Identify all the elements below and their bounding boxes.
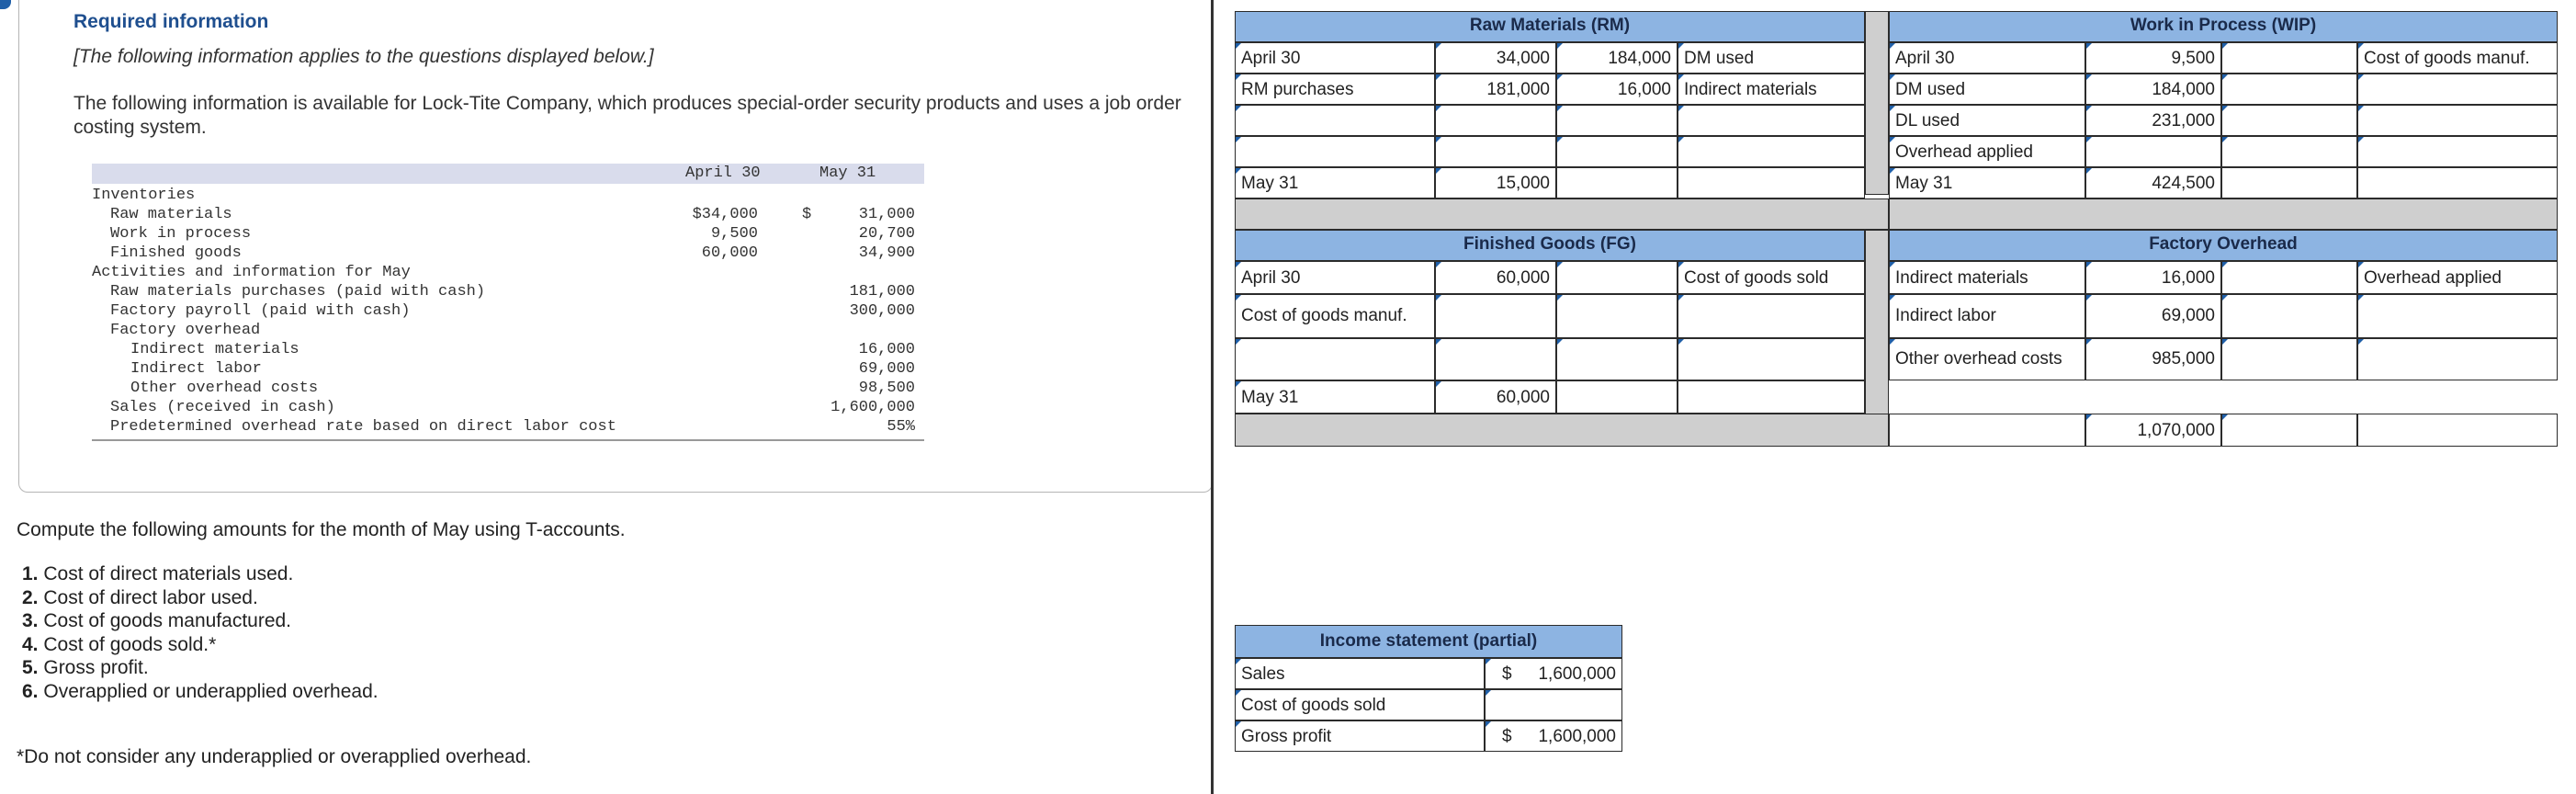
income-amount-input[interactable] <box>1485 689 1622 720</box>
income-label-input[interactable]: Sales <box>1235 658 1485 689</box>
fg-ending-amount-input[interactable]: 60,000 <box>1435 380 1556 414</box>
question-item: 1. Cost of direct materials used. <box>22 563 294 584</box>
oh-debit-label-input[interactable]: Indirect labor <box>1889 294 2085 338</box>
rm-debit-label-input[interactable]: RM purchases <box>1235 74 1435 105</box>
oh-total-amount-input[interactable]: 1,070,000 <box>2085 414 2221 447</box>
wip-debit-label-input[interactable]: DM used <box>1889 74 2085 105</box>
data-row-label: Predetermined overhead rate based on direct labor cost <box>110 418 616 436</box>
rm-debit-amount-input[interactable] <box>1435 105 1556 136</box>
data-row-label: Indirect materials <box>130 341 299 358</box>
data-row-may-value: 98,500 <box>858 380 915 397</box>
data-table-underline <box>92 439 924 441</box>
fg-credit-label-input[interactable] <box>1678 294 1865 338</box>
data-row-label: Factory payroll (paid with cash) <box>110 302 411 320</box>
income-header: Income statement (partial) <box>1235 625 1622 658</box>
panel-divider <box>1211 0 1214 794</box>
intro-text: The following information is available for Lock-Tite Company, which produces special-order security products and uses a job order costing system. <box>73 93 1181 138</box>
rm-debit-amount-input[interactable] <box>1435 136 1556 167</box>
rm-debit-label-input[interactable] <box>1235 136 1435 167</box>
data-row-label: Inventories <box>92 187 196 204</box>
rm-gray-separator <box>1235 198 1889 230</box>
oh-credit-label-input[interactable] <box>2357 294 2558 338</box>
data-row-may-value: 181,000 <box>849 283 915 301</box>
fg-credit-amount-input[interactable] <box>1556 261 1678 294</box>
oh-blank-cell <box>2357 414 2558 447</box>
rm-debit-amount-input[interactable]: 181,000 <box>1435 74 1556 105</box>
question-item: 5. Gross profit. <box>22 657 149 678</box>
data-row-may-value: 55% <box>887 418 915 436</box>
fg-debit-label-input[interactable]: Cost of goods manuf. <box>1235 294 1435 338</box>
problem-panel <box>0 0 1213 794</box>
question-list <box>22 562 378 703</box>
wip-blank-cell <box>2221 167 2357 198</box>
applies-note: [The following information applies to the questions displayed below.] <box>73 46 654 67</box>
data-row-april-value: 60,000 <box>701 244 758 262</box>
oh-credit-amount-input[interactable] <box>2221 261 2357 294</box>
wip-credit-label-input[interactable]: Cost of goods manuf. <box>2357 42 2558 74</box>
wip-gray-separator <box>1889 198 2558 230</box>
data-row-label: Finished goods <box>110 244 242 262</box>
oh-credit-label-input[interactable] <box>2357 338 2558 380</box>
oh-debit-amount-input[interactable]: 69,000 <box>2085 294 2221 338</box>
oh-debit-label-input[interactable]: Other overhead costs <box>1889 338 2085 380</box>
rm-credit-label-input[interactable]: DM used <box>1678 42 1865 74</box>
rm-blank-cell <box>1556 167 1678 198</box>
col-header-may: May 31 <box>819 164 876 182</box>
income-amount-input[interactable]: $ 1,600,000 <box>1485 720 1622 752</box>
data-row-label: Sales (received in cash) <box>110 399 335 416</box>
required-information-title: Required information <box>73 11 269 32</box>
data-row-label: Activities and information for May <box>92 264 411 281</box>
wip-credit-amount-input[interactable] <box>2221 74 2357 105</box>
wip-ending-amount-input[interactable]: 424,500 <box>2085 167 2221 198</box>
data-row-label: Raw materials purchases (paid with cash) <box>110 283 486 301</box>
fg-blank-cell <box>1556 380 1678 414</box>
wip-credit-amount-input[interactable] <box>2221 105 2357 136</box>
wip-debit-amount-input[interactable] <box>2085 136 2221 167</box>
fg-credit-label-input[interactable] <box>1678 338 1865 380</box>
fg-debit-amount-input[interactable]: 60,000 <box>1435 261 1556 294</box>
data-table-header-band <box>92 164 924 184</box>
oh-credit-total-input[interactable] <box>2221 414 2357 447</box>
compute-prompt: Compute the following amounts for the month of May using T-accounts. <box>17 519 626 540</box>
fg-gray-separator <box>1235 414 1889 447</box>
rm-credit-label-input[interactable]: Indirect materials <box>1678 74 1865 105</box>
fg-debit-amount-input[interactable] <box>1435 338 1556 380</box>
data-row-label: Factory overhead <box>110 322 261 339</box>
data-row-may-value: 69,000 <box>858 360 915 378</box>
rm-credit-amount-input[interactable] <box>1556 105 1678 136</box>
fg-blank-cell <box>1678 380 1865 414</box>
oh-credit-amount-input[interactable] <box>2221 338 2357 380</box>
fg-header: Finished Goods (FG) <box>1235 230 1865 261</box>
rm-credit-amount-input[interactable]: 184,000 <box>1556 42 1678 74</box>
fg-credit-amount-input[interactable] <box>1556 338 1678 380</box>
rm-spacer <box>1865 11 1889 195</box>
fg-debit-label-input[interactable] <box>1235 338 1435 380</box>
footnote: *Do not consider any underapplied or overapplied overhead. <box>17 746 532 767</box>
rm-credit-amount-input[interactable]: 16,000 <box>1556 74 1678 105</box>
wip-debit-label-input[interactable]: Overhead applied <box>1889 136 2085 167</box>
data-row-may-value: 16,000 <box>858 341 915 358</box>
data-row-april-value: 9,500 <box>710 225 758 243</box>
wip-debit-amount-input[interactable]: 231,000 <box>2085 105 2221 136</box>
rm-blank-cell <box>1678 167 1865 198</box>
wip-credit-amount-input[interactable] <box>2221 136 2357 167</box>
data-row-april-value: $34,000 <box>692 206 758 223</box>
data-row-may-value: 20,700 <box>858 225 915 243</box>
rm-credit-label-input[interactable] <box>1678 105 1865 136</box>
rm-header: Raw Materials (RM) <box>1235 11 1865 42</box>
wip-blank-cell <box>2357 167 2558 198</box>
oh-debit-label-input[interactable]: Indirect materials <box>1889 261 2085 294</box>
oh-header: Factory Overhead <box>1889 230 2558 261</box>
col-header-april: April 30 <box>685 164 761 182</box>
question-item: 4. Cost of goods sold.* <box>22 633 217 655</box>
wip-debit-amount-input[interactable]: 9,500 <box>2085 42 2221 74</box>
income-amount-input[interactable]: $ 1,600,000 <box>1485 658 1622 689</box>
fg-credit-label-input[interactable]: Cost of goods sold <box>1678 261 1865 294</box>
wip-credit-label-input[interactable] <box>2357 105 2558 136</box>
data-row-may-value: 31,000 <box>858 206 915 223</box>
data-row-label: Raw materials <box>110 206 232 223</box>
oh-credit-label-input[interactable]: Overhead applied <box>2357 261 2558 294</box>
rm-debit-label-input[interactable]: April 30 <box>1235 42 1435 74</box>
wip-credit-label-input[interactable] <box>2357 74 2558 105</box>
oh-credit-amount-input[interactable] <box>2221 294 2357 338</box>
wip-credit-amount-input[interactable] <box>2221 42 2357 74</box>
wip-credit-label-input[interactable] <box>2357 136 2558 167</box>
oh-debit-amount-input[interactable]: 16,000 <box>2085 261 2221 294</box>
fg-debit-label-input[interactable]: April 30 <box>1235 261 1435 294</box>
question-item: 2. Cost of direct labor used. <box>22 586 258 608</box>
data-row-may-value: 1,600,000 <box>830 399 915 416</box>
fg-credit-amount-input[interactable] <box>1556 294 1678 338</box>
data-row-may-value: 300,000 <box>849 302 915 320</box>
income-label-input[interactable]: Cost of goods sold <box>1235 689 1485 720</box>
wip-ending-label-input[interactable]: May 31 <box>1889 167 2085 198</box>
data-row-label: Indirect labor <box>130 360 262 378</box>
fg-debit-amount-input[interactable] <box>1435 294 1556 338</box>
question-item: 6. Overapplied or underapplied overhead. <box>22 680 378 702</box>
rm-credit-label-input[interactable] <box>1678 136 1865 167</box>
data-row-dollar: $ <box>802 206 812 223</box>
rm-credit-amount-input[interactable] <box>1556 136 1678 167</box>
rm-debit-label-input[interactable] <box>1235 105 1435 136</box>
wip-debit-label-input[interactable]: April 30 <box>1889 42 2085 74</box>
income-label-input[interactable]: Gross profit <box>1235 720 1485 752</box>
wip-debit-amount-input[interactable]: 184,000 <box>2085 74 2221 105</box>
oh-total-label-cell <box>1889 414 2085 447</box>
data-row-may-value: 34,900 <box>858 244 915 262</box>
rm-debit-amount-input[interactable]: 34,000 <box>1435 42 1556 74</box>
question-item: 3. Cost of goods manufactured. <box>22 610 292 631</box>
data-row-label: Work in process <box>110 225 252 243</box>
corner-marker <box>0 0 11 9</box>
rm-ending-label-input[interactable]: May 31 <box>1235 167 1435 198</box>
wip-debit-label-input[interactable]: DL used <box>1889 105 2085 136</box>
oh-debit-amount-input[interactable]: 985,000 <box>2085 338 2221 380</box>
wip-header: Work in Process (WIP) <box>1889 11 2558 42</box>
data-row-label: Other overhead costs <box>130 380 319 397</box>
rm-ending-amount-input[interactable]: 15,000 <box>1435 167 1556 198</box>
fg-ending-label-input[interactable]: May 31 <box>1235 380 1435 414</box>
